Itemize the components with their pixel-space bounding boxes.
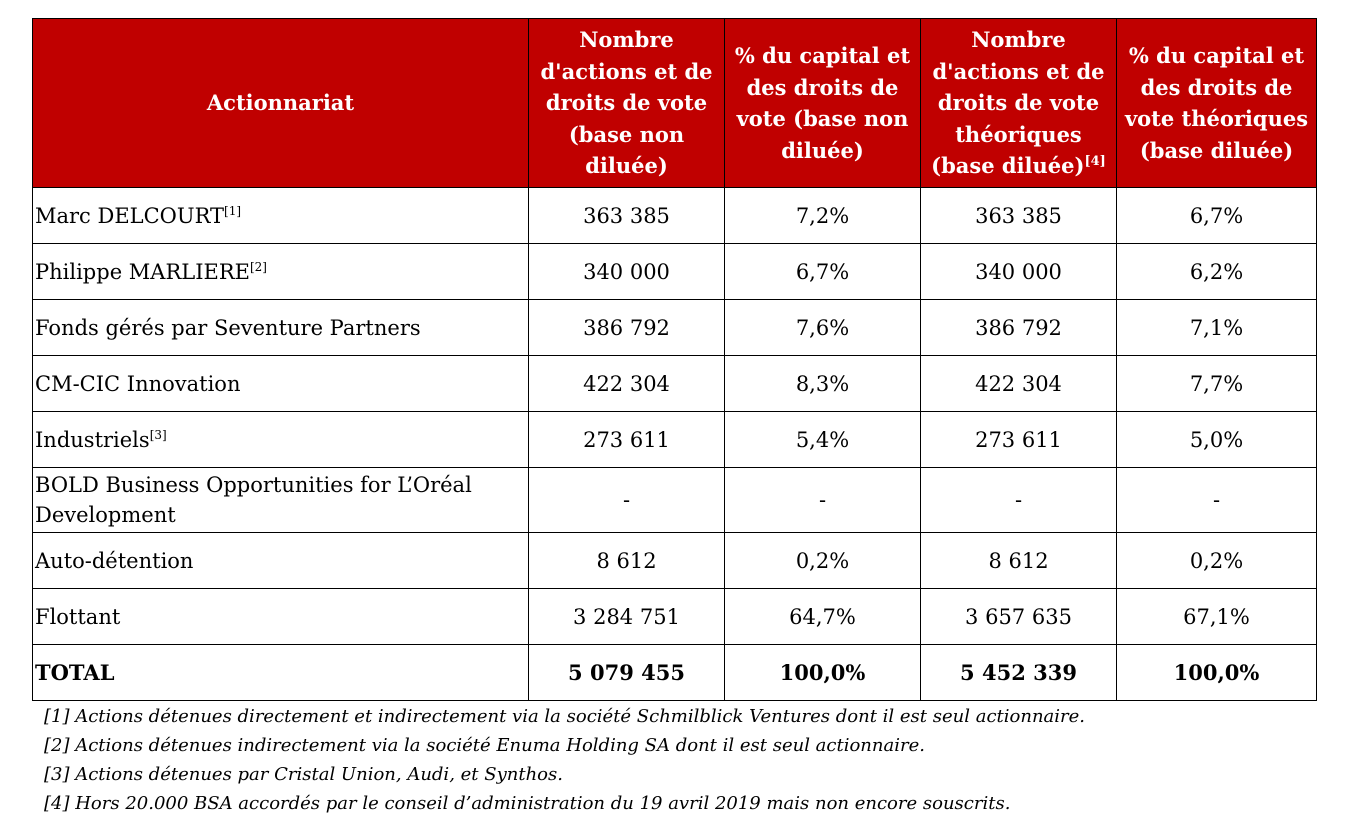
percent-undiluted-cell: 7,2%	[725, 188, 921, 244]
shares-undiluted-cell: -	[529, 468, 725, 533]
header-label: % du capital et des droits de vote théoriques (base diluée)	[1124, 43, 1309, 163]
shareholding-table	[32, 18, 1317, 701]
table-row	[33, 244, 1317, 300]
header-percent-diluted	[1117, 19, 1317, 188]
shares-undiluted-cell: 386 792	[529, 300, 725, 356]
shares-diluted-cell: 386 792	[921, 300, 1117, 356]
footnotes	[44, 702, 1334, 818]
total-label: TOTAL	[33, 645, 529, 701]
percent-diluted-cell: -	[1117, 468, 1317, 533]
shares-diluted-cell: 5 452 339	[921, 645, 1117, 701]
percent-diluted-cell: 0,2%	[1117, 533, 1317, 589]
footnote-ref: [4]	[1084, 154, 1106, 170]
table-total-row	[33, 645, 1317, 701]
percent-diluted-cell: 7,1%	[1117, 300, 1317, 356]
percent-diluted-cell: 7,7%	[1117, 356, 1317, 412]
header-label: Actionnariat	[206, 90, 355, 116]
shareholder-name: Philippe MARLIERE[2]	[33, 244, 529, 300]
percent-diluted-cell: 6,7%	[1117, 188, 1317, 244]
shares-diluted-cell: 340 000	[921, 244, 1117, 300]
table-row	[33, 468, 1317, 533]
table-row	[33, 412, 1317, 468]
percent-undiluted-cell: 8,3%	[725, 356, 921, 412]
percent-undiluted-cell: 64,7%	[725, 589, 921, 645]
percent-undiluted-cell: -	[725, 468, 921, 533]
percent-undiluted-cell: 7,6%	[725, 300, 921, 356]
percent-diluted-cell: 100,0%	[1117, 645, 1317, 701]
table-row	[33, 589, 1317, 645]
percent-undiluted-cell: 100,0%	[725, 645, 921, 701]
footnote-3: [3] Actions détenues par Cristal Union, Audi, et Synthos.	[44, 764, 563, 785]
shareholder-name: CM-CIC Innovation	[33, 356, 529, 412]
header-label: Nombre d'actions et de droits de vote théoriques (base diluée)	[931, 27, 1105, 179]
table-row	[33, 533, 1317, 589]
header-percent-undiluted	[725, 19, 921, 188]
shareholder-name: Industriels[3]	[33, 412, 529, 468]
footnote-ref: [1]	[224, 203, 242, 218]
shareholder-name: BOLD Business Opportunities for L’Oréal Development	[33, 468, 529, 533]
table-row	[33, 356, 1317, 412]
percent-diluted-cell: 5,0%	[1117, 412, 1317, 468]
shares-diluted-cell: 363 385	[921, 188, 1117, 244]
percent-undiluted-cell: 0,2%	[725, 533, 921, 589]
shares-diluted-cell: 273 611	[921, 412, 1117, 468]
shares-diluted-cell: -	[921, 468, 1117, 533]
shareholding-table-container	[32, 18, 1316, 701]
shares-diluted-cell: 8 612	[921, 533, 1117, 589]
shares-undiluted-cell: 8 612	[529, 533, 725, 589]
header-actionnariat	[33, 19, 529, 188]
shareholder-name: Marc DELCOURT[1]	[33, 188, 529, 244]
shares-undiluted-cell: 273 611	[529, 412, 725, 468]
shares-undiluted-cell: 363 385	[529, 188, 725, 244]
header-shares-diluted	[921, 19, 1117, 188]
shares-undiluted-cell: 340 000	[529, 244, 725, 300]
header-label: Nombre d'actions et de droits de vote (base non diluée)	[540, 27, 713, 179]
table-row	[33, 188, 1317, 244]
table-header-row	[33, 19, 1317, 188]
shares-undiluted-cell: 5 079 455	[529, 645, 725, 701]
percent-undiluted-cell: 6,7%	[725, 244, 921, 300]
footnote-ref: [2]	[249, 259, 267, 274]
footnote-1: [1] Actions détenues directement et indirectement via la société Schmilblick Ventures dont il est seul actionnaire.	[44, 706, 1086, 727]
footnote-ref: [3]	[149, 427, 167, 442]
footnote-2: [2] Actions détenues indirectement via la société Enuma Holding SA dont il est seul actionnaire.	[44, 735, 925, 756]
shareholder-name: Flottant	[33, 589, 529, 645]
shares-undiluted-cell: 3 284 751	[529, 589, 725, 645]
percent-diluted-cell: 67,1%	[1117, 589, 1317, 645]
shareholder-name: Auto-détention	[33, 533, 529, 589]
percent-diluted-cell: 6,2%	[1117, 244, 1317, 300]
shareholder-name: Fonds gérés par Seventure Partners	[33, 300, 529, 356]
header-label: % du capital et des droits de vote (base non diluée)	[734, 43, 911, 163]
footnote-4: [4] Hors 20.000 BSA accordés par le conseil d’administration du 19 avril 2019 mais non encore souscrits.	[44, 793, 1011, 814]
shares-undiluted-cell: 422 304	[529, 356, 725, 412]
table-row	[33, 300, 1317, 356]
shares-diluted-cell: 3 657 635	[921, 589, 1117, 645]
header-shares-undiluted	[529, 19, 725, 188]
percent-undiluted-cell: 5,4%	[725, 412, 921, 468]
shares-diluted-cell: 422 304	[921, 356, 1117, 412]
